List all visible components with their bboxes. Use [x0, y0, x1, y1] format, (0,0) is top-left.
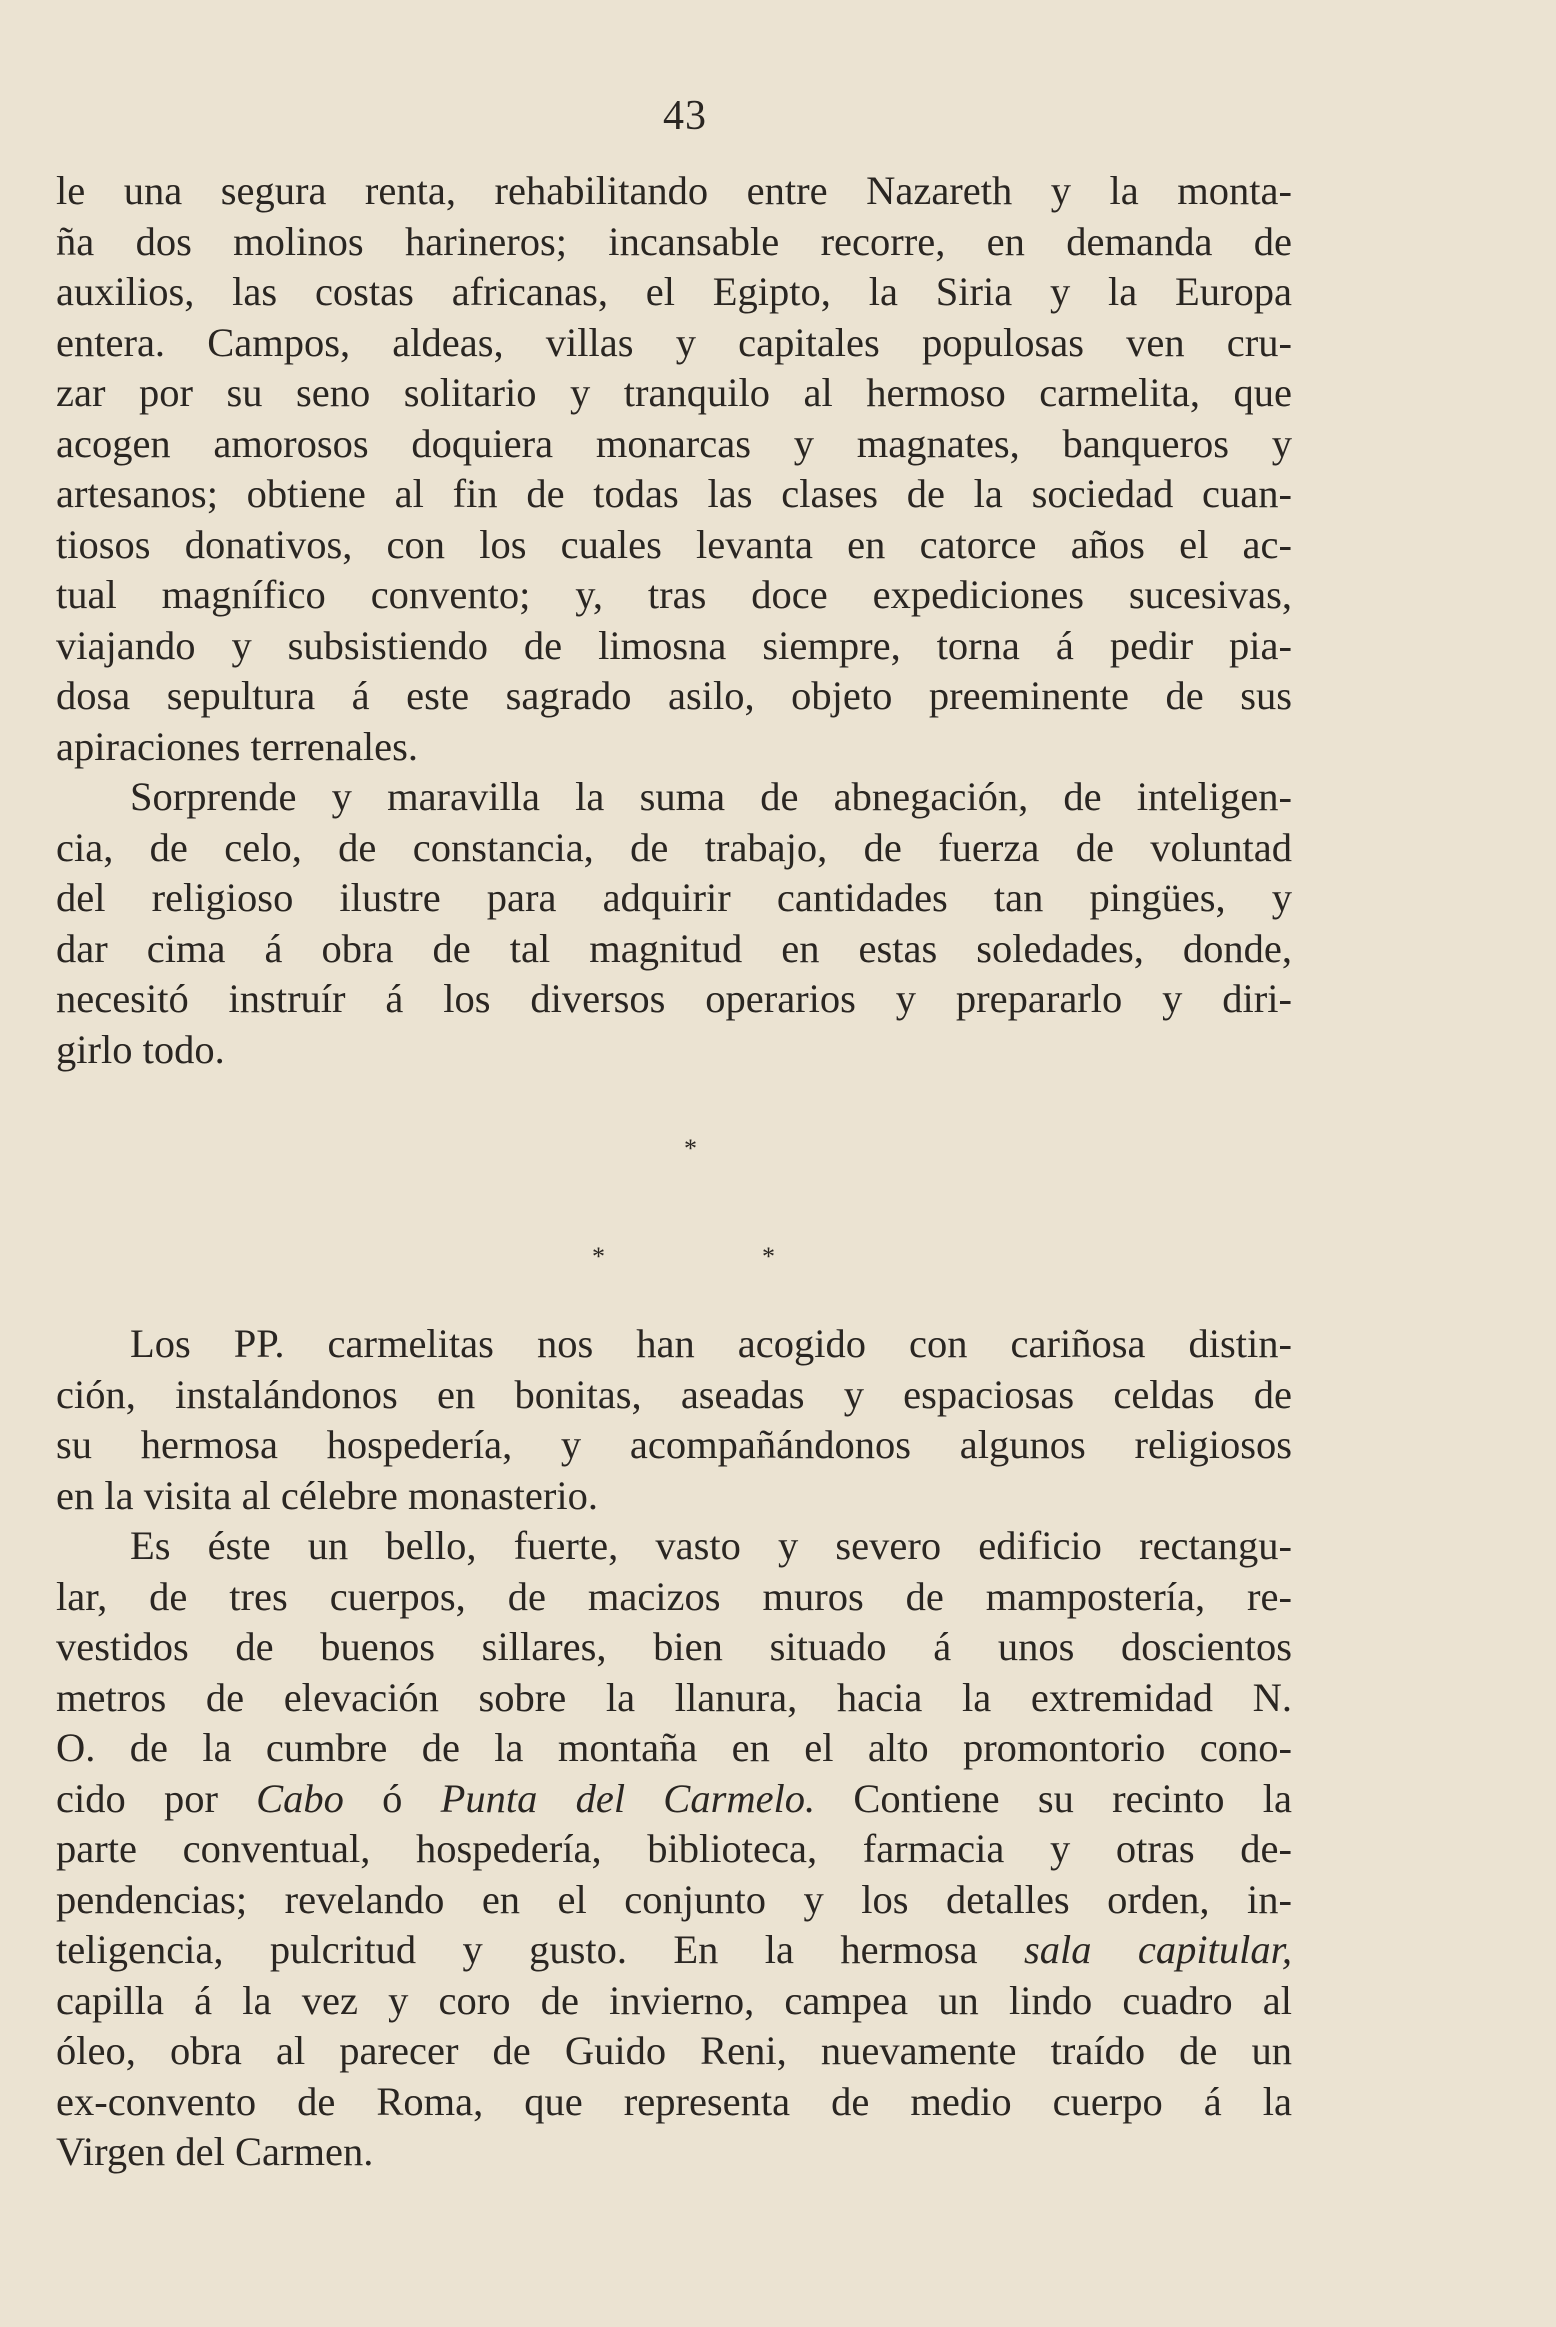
asterism-star: * [762, 1242, 775, 1271]
text-line: ex-convento de Roma, que representa de medio cuerpo á la [56, 2078, 1292, 2124]
italic-place-name: Punta del Carmelo. [440, 1775, 816, 1821]
asterism-star: * [684, 1134, 697, 1163]
text-line: tual magnífico convento; y, tras doce expediciones sucesivas, [56, 572, 1292, 617]
text-line: apiraciones terrenales. [56, 723, 419, 769]
text-fragment: teligencia, pulcritud y gusto. En la hermosa [56, 1927, 1024, 1972]
text-line: zar por su seno solitario y tranquilo al hermoso carmelita, que [56, 370, 1292, 415]
paragraph-block-1 [56, 166, 1292, 1075]
text-line: girlo todo. [56, 1026, 225, 1072]
text-line: vestidos de buenos sillares, bien situado á unos doscientos [56, 1624, 1292, 1669]
text-fragment: Contiene su recinto la [815, 1775, 1292, 1821]
text-line: O. de la cumbre de la montaña en el alto promontorio cono- [56, 1725, 1292, 1770]
text-line: tiosos donativos, con los cuales levanta en catorce años el ac- [56, 521, 1292, 567]
text-line: ción, instalándonos en bonitas, aseadas y espaciosas celdas de [56, 1371, 1292, 1417]
text-line: Sorprende y maravilla la suma de abnegación, de inteligen- [130, 774, 1292, 819]
text-line: ña dos molinos harineros; incansable recorre, en demanda de [56, 218, 1292, 264]
italic-place-name: Cabo [256, 1775, 344, 1821]
paragraph-block-2 [56, 1319, 1292, 2178]
asterism-star: * [592, 1242, 605, 1271]
text-line: óleo, obra al parecer de Guido Reni, nuevamente traído de un [56, 2028, 1292, 2073]
text-line: dar cima á obra de tal magnitud en estas soledades, donde, [56, 925, 1292, 971]
text-fragment: cido por [56, 1775, 257, 1821]
text-line: viajando y subsistiendo de limosna siempre, torna á pedir pia- [56, 622, 1292, 668]
text-line: metros de elevación sobre la llanura, hacia la extremidad N. [56, 1674, 1292, 1720]
text-line: en la visita al célebre monasterio. [56, 1472, 599, 1518]
text-line: entera. Campos, aldeas, villas y capitales populosas ven cru- [56, 319, 1292, 365]
text-line: lar, de tres cuerpos, de macizos muros de mampostería, re- [56, 1573, 1292, 1619]
text-line [56, 1925, 1292, 1976]
page-number: 43 [663, 93, 707, 139]
text-line: auxilios, las costas africanas, el Egipto, la Siria y la Europa [56, 269, 1292, 314]
text-line: cia, de celo, de constancia, de trabajo, de fuerza de voluntad [56, 824, 1292, 870]
text-line [56, 1774, 1292, 1825]
text-line: Es éste un bello, fuerte, vasto y severo edificio rectangu- [130, 1523, 1292, 1568]
text-line: capilla á la vez y coro de invierno, campea un lindo cuadro al [56, 1977, 1292, 2023]
text-line: parte conventual, hospedería, biblioteca, farmacia y otras de- [56, 1826, 1292, 1871]
text-line: Virgen del Carmen. [56, 2129, 374, 2174]
text-line: Los PP. carmelitas nos han acogido con cariñosa distin- [130, 1321, 1292, 1366]
italic-term: sala capitular, [1023, 1927, 1292, 1972]
text-fragment: ó [343, 1775, 441, 1821]
text-line: su hermosa hospedería, y acompañándonos algunos religiosos [56, 1422, 1292, 1467]
text-line: del religioso ilustre para adquirir cantidades tan pingües, y [56, 875, 1292, 920]
text-line: le una segura renta, rehabilitando entre Nazareth y la monta- [56, 168, 1292, 213]
text-line: necesitó instruír á los diversos operarios y prepararlo y diri- [56, 976, 1292, 1021]
text-line: artesanos; obtiene al fin de todas las clases de la sociedad cuan- [56, 471, 1292, 516]
text-line: acogen amorosos doquiera monarcas y magnates, banqueros y [56, 420, 1292, 466]
text-line: pendencias; revelando en el conjunto y los detalles orden, in- [56, 1876, 1292, 1922]
text-line: dosa sepultura á este sagrado asilo, objeto preeminente de sus [56, 673, 1292, 718]
